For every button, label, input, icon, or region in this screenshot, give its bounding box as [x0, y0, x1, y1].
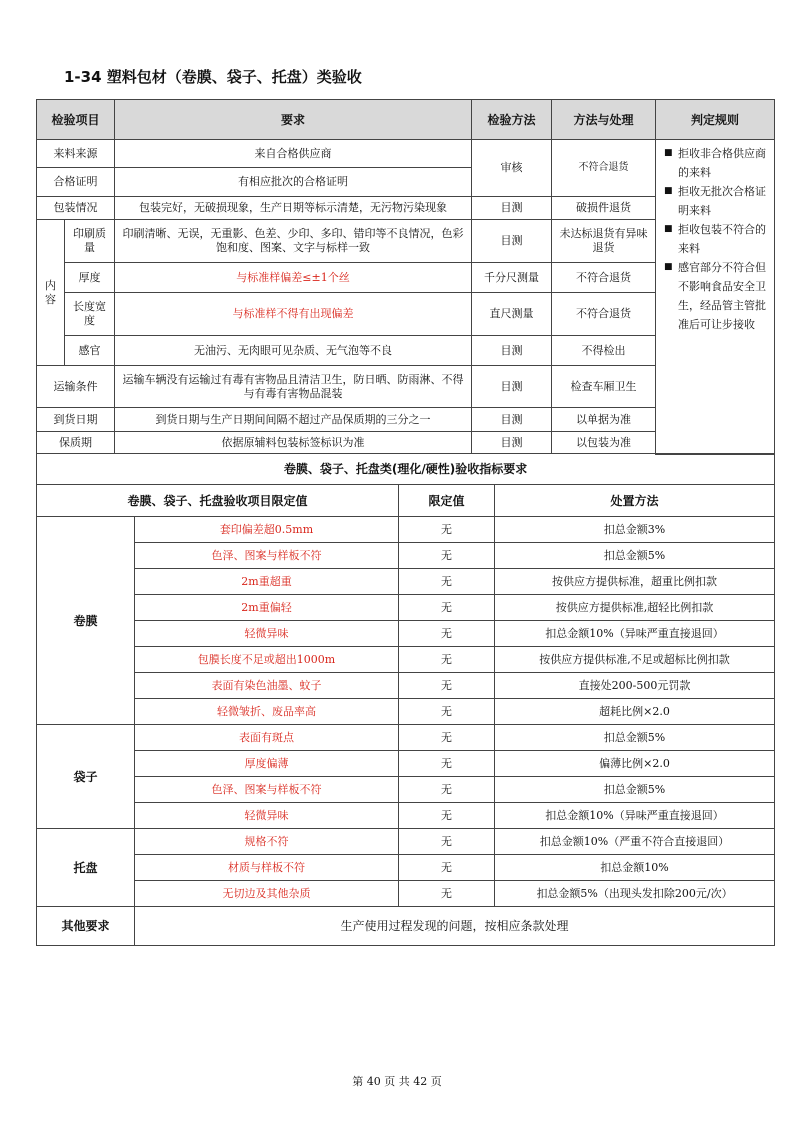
table-row — [37, 140, 775, 168]
method-packing: 目测 — [472, 197, 552, 220]
method-source: 审核 — [472, 140, 552, 197]
acceptance-table — [36, 453, 775, 946]
action-value: 扣总金额3% — [495, 517, 775, 543]
action-value: 超耗比例×2.0 — [495, 699, 775, 725]
item-shelf: 保质期 — [37, 432, 115, 454]
action-value: 偏薄比例×2.0 — [495, 751, 775, 777]
action-value: 扣总金额5% — [495, 543, 775, 569]
item-sense: 感官 — [65, 336, 115, 366]
item-packing: 包装情况 — [37, 197, 115, 220]
table-row — [37, 543, 775, 569]
limit-item: 表面有染色油墨、蚊子 — [135, 673, 399, 699]
judgement-rules — [656, 140, 775, 455]
method-transport: 目测 — [472, 366, 552, 408]
handling-transport: 检查车厢卫生 — [552, 366, 656, 408]
rule-item: ■ 拒收无批次合格证明来料 — [664, 182, 768, 220]
header-limit: 限定值 — [399, 485, 495, 517]
req-thickness: 与标准样偏差≤±1个丝 — [115, 263, 472, 293]
limit-item: 表面有斑点 — [135, 725, 399, 751]
method-thickness: 千分尺测量 — [472, 263, 552, 293]
other-label: 其他要求 — [37, 907, 135, 946]
other-text: 生产使用过程发现的问题，按相应条款处理 — [135, 907, 775, 946]
limit-value: 无 — [399, 777, 495, 803]
handling-sense: 不得检出 — [552, 336, 656, 366]
item-print: 印刷质量 — [65, 220, 115, 263]
limit-item: 规格不符 — [135, 829, 399, 855]
item-thickness: 厚度 — [65, 263, 115, 293]
limit-item: 色泽、图案与样板不符 — [135, 543, 399, 569]
req-size: 与标准样不得有出现偏差 — [115, 293, 472, 336]
limit-value: 无 — [399, 543, 495, 569]
action-value: 直接处200-500元罚款 — [495, 673, 775, 699]
method-shelf: 目测 — [472, 432, 552, 454]
group-label: 袋子 — [37, 725, 135, 829]
table-row — [37, 595, 775, 621]
rule-item: ■ 拒收包装不符合的来料 — [664, 220, 768, 258]
table-row — [37, 621, 775, 647]
limit-item: 轻微异味 — [135, 621, 399, 647]
req-print: 印刷清晰、无误，无重影、色差、少印、多印、错印等不良情况，色彩饱和度、图案、文字与标样一致 — [115, 220, 472, 263]
limit-value: 无 — [399, 517, 495, 543]
action-value: 扣总金额5% — [495, 777, 775, 803]
action-value: 扣总金额10%（异味严重直接退回） — [495, 621, 775, 647]
method-arrival: 目测 — [472, 408, 552, 432]
action-value: 扣总金额10% — [495, 855, 775, 881]
table-row — [37, 569, 775, 595]
table-row — [37, 647, 775, 673]
header-method: 检验方法 — [472, 100, 552, 140]
limit-item: 材质与样板不符 — [135, 855, 399, 881]
page-title: 1-34 塑料包材（卷膜、袋子、托盘）类验收 — [64, 68, 362, 86]
req-transport: 运输车辆没有运输过有毒有害物品且清洁卫生，防日晒、防雨淋、不得与有毒有害物品混装 — [115, 366, 472, 408]
item-size: 长度宽度 — [65, 293, 115, 336]
header-requirement: 要求 — [115, 100, 472, 140]
method-size: 直尺测量 — [472, 293, 552, 336]
action-value: 扣总金额5%（出现头发扣除200元/次） — [495, 881, 775, 907]
handling-packing: 破损件退货 — [552, 197, 656, 220]
handling-size: 不符合退货 — [552, 293, 656, 336]
header-rules: 判定规则 — [656, 100, 775, 140]
header-item: 检验项目 — [37, 100, 115, 140]
limit-item: 无切边及其他杂质 — [135, 881, 399, 907]
limit-item: 轻微异味 — [135, 803, 399, 829]
limit-item: 厚度偏薄 — [135, 751, 399, 777]
action-value: 按供应方提供标准,超轻比例扣款 — [495, 595, 775, 621]
method-print: 目测 — [472, 220, 552, 263]
limit-value: 无 — [399, 881, 495, 907]
table-row — [37, 881, 775, 907]
item-cert: 合格证明 — [37, 168, 115, 197]
table-row — [37, 855, 775, 881]
content-label: 内容 — [37, 220, 65, 366]
limit-value: 无 — [399, 673, 495, 699]
limit-value: 无 — [399, 725, 495, 751]
table-row — [37, 829, 775, 855]
limit-value: 无 — [399, 595, 495, 621]
limit-item: 2m重超重 — [135, 569, 399, 595]
handling-arrival: 以单据为准 — [552, 408, 656, 432]
limit-item: 轻微皱折、废品率高 — [135, 699, 399, 725]
action-value: 扣总金额5% — [495, 725, 775, 751]
handling-source: 不符合退货 — [552, 140, 656, 197]
limit-value: 无 — [399, 855, 495, 881]
handling-print: 未达标退货有异味退货 — [552, 220, 656, 263]
handling-thickness: 不符合退货 — [552, 263, 656, 293]
req-cert: 有相应批次的合格证明 — [115, 168, 472, 197]
rule-item: ■ 拒收非合格供应商的来料 — [664, 144, 768, 182]
section-heading-row — [37, 454, 775, 485]
page-footer: 第 40 页 共 42 页 — [352, 1075, 442, 1088]
header-limit-item: 卷膜、袋子、托盘验收项目限定值 — [37, 485, 399, 517]
action-value: 扣总金额10%（严重不符合直接退回） — [495, 829, 775, 855]
limit-item: 包膜长度不足或超出1000m — [135, 647, 399, 673]
table-row — [37, 673, 775, 699]
table-row — [37, 803, 775, 829]
section-heading: 卷膜、袋子、托盘类(理化/硬性)验收指标要求 — [37, 454, 775, 485]
table-row — [37, 725, 775, 751]
action-value: 按供应方提供标准，超重比例扣款 — [495, 569, 775, 595]
inspection-table — [36, 99, 775, 455]
req-sense: 无油污、无肉眼可见杂质、无气泡等不良 — [115, 336, 472, 366]
limit-value: 无 — [399, 803, 495, 829]
method-sense: 目测 — [472, 336, 552, 366]
limit-value: 无 — [399, 699, 495, 725]
limit-value: 无 — [399, 647, 495, 673]
item-transport: 运输条件 — [37, 366, 115, 408]
limit-item: 套印偏差超0.5mm — [135, 517, 399, 543]
req-packing: 包装完好，无破损现象，生产日期等标示清楚，无污物污染现象 — [115, 197, 472, 220]
limit-value: 无 — [399, 569, 495, 595]
rule-item: ■ 感官部分不符合但不影响食品安全卫生，经品管主管批准后可让步接收 — [664, 258, 768, 334]
limit-item: 2m重偏轻 — [135, 595, 399, 621]
limit-item: 色泽、图案与样板不符 — [135, 777, 399, 803]
handling-shelf: 以包装为准 — [552, 432, 656, 454]
item-source: 来料来源 — [37, 140, 115, 168]
table-row — [37, 907, 775, 946]
action-value: 扣总金额10%（异味严重直接退回） — [495, 803, 775, 829]
table-row — [37, 777, 775, 803]
req-arrival: 到货日期与生产日期间间隔不超过产品保质期的三分之一 — [115, 408, 472, 432]
group-label: 卷膜 — [37, 517, 135, 725]
action-value: 按供应方提供标准,不足或超标比例扣款 — [495, 647, 775, 673]
table-row — [37, 751, 775, 777]
group-label: 托盘 — [37, 829, 135, 907]
item-arrival: 到货日期 — [37, 408, 115, 432]
table-row — [37, 517, 775, 543]
req-source: 来自合格供应商 — [115, 140, 472, 168]
limit-value: 无 — [399, 751, 495, 777]
table-header-row — [37, 100, 775, 140]
limit-value: 无 — [399, 621, 495, 647]
table-row — [37, 699, 775, 725]
req-shelf: 依据原辅料包装标签标识为准 — [115, 432, 472, 454]
limit-value: 无 — [399, 829, 495, 855]
header-action: 处置方法 — [495, 485, 775, 517]
header-handling: 方法与处理 — [552, 100, 656, 140]
table-header-row — [37, 485, 775, 517]
